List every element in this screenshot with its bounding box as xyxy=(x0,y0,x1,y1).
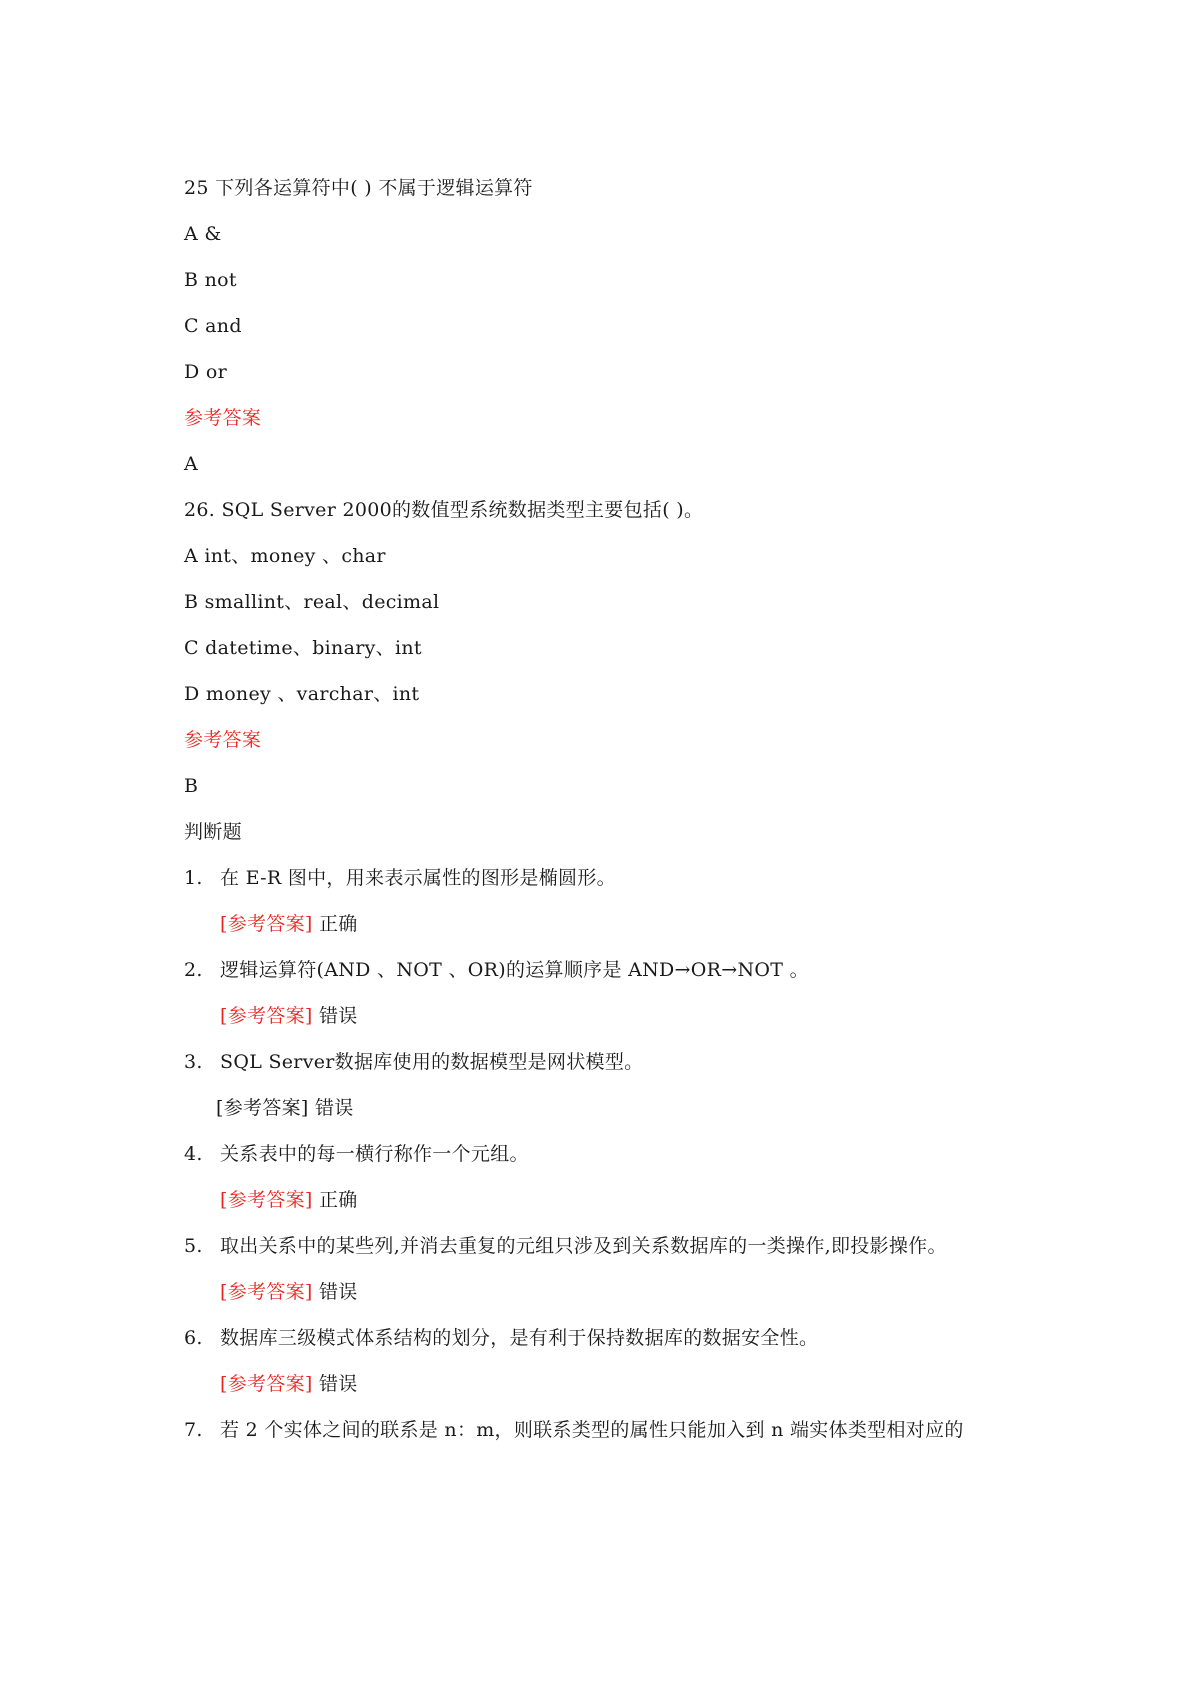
judge-item-4 xyxy=(184,1142,529,1166)
answer-label: 参考答案 xyxy=(184,729,262,751)
judge-item-2 xyxy=(184,958,809,982)
item-text: 数据库三级模式体系结构的划分，是有利于保持数据库的数据安全性。 xyxy=(220,1327,819,1349)
judge-answer-2 xyxy=(220,1004,358,1028)
option-a: A & xyxy=(184,223,222,245)
item-number: 2. xyxy=(184,959,203,981)
answer-label: [参考答案] xyxy=(220,1281,313,1303)
answer-value: B xyxy=(184,775,199,797)
item-number: 1. xyxy=(184,867,203,889)
option-b: B smallint、real、decimal xyxy=(184,591,440,613)
judge-answer-5 xyxy=(220,1280,358,1304)
item-text: 逻辑运算符(AND 、NOT 、OR)的运算顺序是 AND→OR→NOT 。 xyxy=(220,959,809,981)
section-title: 判断题 xyxy=(184,821,242,843)
answer-value: 正确 xyxy=(318,913,358,935)
answer-value: 错误 xyxy=(318,1005,358,1027)
item-text: 关系表中的每一横行称作一个元组。 xyxy=(220,1143,529,1165)
answer-value: 错误 xyxy=(318,1373,358,1395)
answer-label: [参考答案] xyxy=(220,1373,313,1395)
judge-answer-6 xyxy=(220,1372,358,1396)
item-text: 取出关系中的某些列,并消去重复的元组只涉及到关系数据库的一类操作,即投影操作。 xyxy=(220,1235,947,1257)
item-number: 3. xyxy=(184,1051,203,1073)
judge-answer-1 xyxy=(220,912,358,936)
item-text: SQL Server数据库使用的数据模型是网状模型。 xyxy=(220,1051,644,1073)
answer-label: [参考答案] xyxy=(220,1005,313,1027)
answer-label: [参考答案] xyxy=(220,913,313,935)
judge-item-5 xyxy=(184,1234,947,1258)
option-b: B not xyxy=(184,269,237,291)
answer-value: 错误 xyxy=(314,1097,354,1119)
judge-item-3 xyxy=(184,1050,643,1074)
answer-value: 错误 xyxy=(318,1281,358,1303)
answer-label: [参考答案] xyxy=(216,1097,309,1119)
judge-item-7 xyxy=(184,1418,964,1442)
answer-value: A xyxy=(184,453,199,475)
option-c: C datetime、binary、int xyxy=(184,637,422,659)
judge-answer-4 xyxy=(220,1188,358,1212)
option-d: D or xyxy=(184,361,227,383)
option-c: C and xyxy=(184,315,242,337)
item-text: 若 2 个实体之间的联系是 n：m，则联系类型的属性只能加入到 n 端实体类型相对应的 xyxy=(220,1419,964,1441)
question-25: 25 下列各运算符中( ) 不属于逻辑运算符 xyxy=(184,177,533,199)
question-26: 26. SQL Server 2000的数值型系统数据类型主要包括( )。 xyxy=(184,499,704,521)
item-number: 5. xyxy=(184,1235,203,1257)
item-number: 7. xyxy=(184,1419,203,1441)
item-number: 4. xyxy=(184,1143,203,1165)
option-d: D money 、varchar、int xyxy=(184,683,420,705)
option-a: A int、money 、char xyxy=(184,545,386,567)
judge-answer-3 xyxy=(216,1096,354,1120)
answer-label: 参考答案 xyxy=(184,407,262,429)
answer-label: [参考答案] xyxy=(220,1189,313,1211)
answer-value: 正确 xyxy=(318,1189,358,1211)
judge-item-6 xyxy=(184,1326,818,1350)
item-number: 6. xyxy=(184,1327,203,1349)
judge-item-1 xyxy=(184,866,616,890)
item-text: 在 E-R 图中，用来表示属性的图形是椭圆形。 xyxy=(220,867,616,889)
